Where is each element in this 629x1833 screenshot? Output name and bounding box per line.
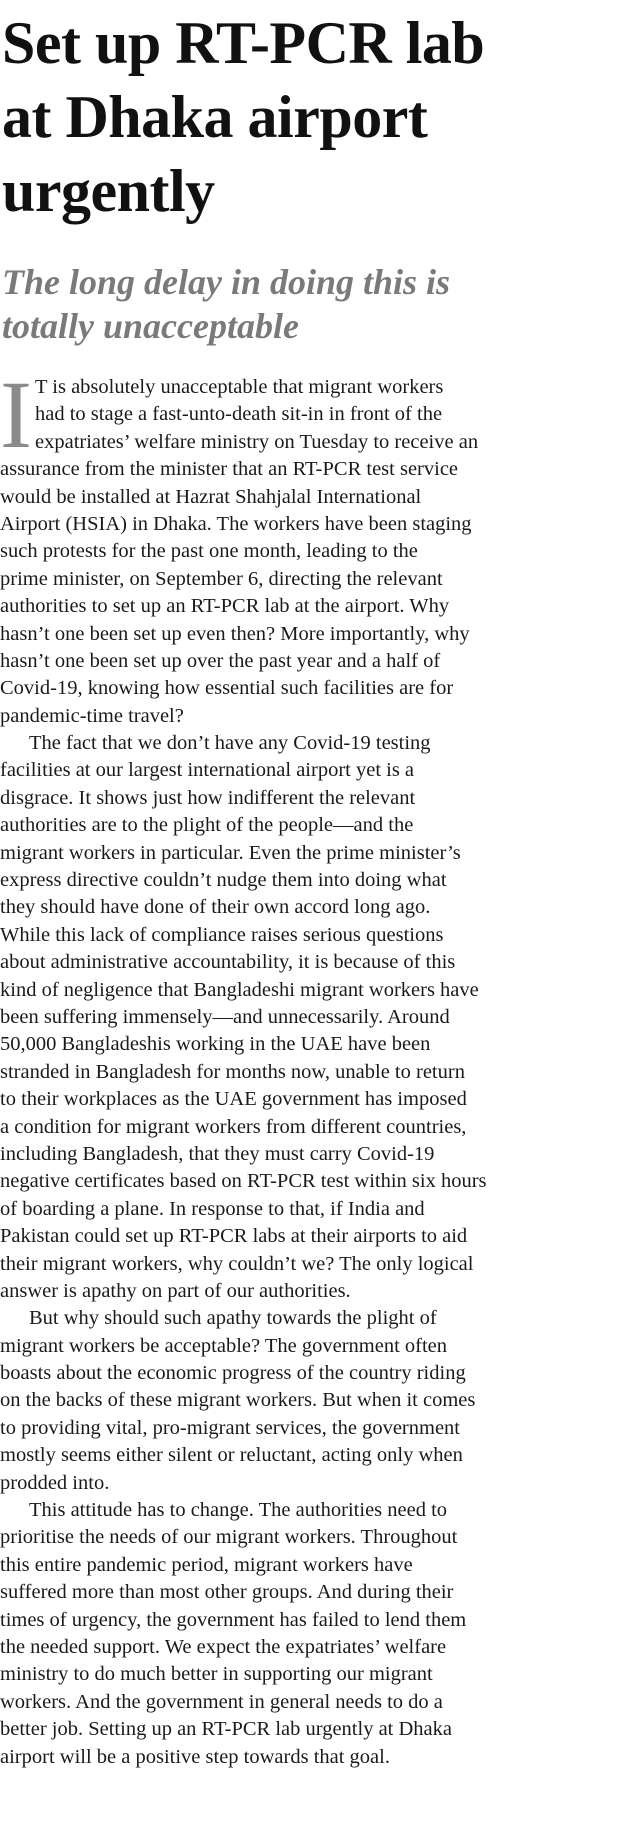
body-line: had to stage a fast-unto-death sit-in in front of the [35,403,443,426]
headline-line: at Dhaka airport [2,84,428,150]
body-line: kind of negligence that Bangladeshi migrant workers have [0,978,479,1001]
body-line: hasn’t one been set up even then? More importantly, why [0,622,470,645]
body-line: workers. And the government in general needs to do a [0,1690,443,1713]
article-body [0,361,629,1771]
paragraph-1 [0,361,629,730]
body-line: prioritise the needs of our migrant workers. Throughout [0,1526,458,1549]
paragraph-2 [0,730,629,1305]
body-line: This attitude has to change. The authorities need to [29,1499,448,1522]
body-line: to providing vital, pro-migrant services, the government [0,1416,460,1439]
body-line: Pakistan could set up RT-PCR labs at their airports to aid [0,1225,468,1248]
body-line: negative certificates based on RT-PCR test within six hours [0,1170,487,1193]
body-line: been suffering immensely—and unnecessarily. Around [0,1005,450,1028]
body-line: authorities are to the plight of the people—and the [0,814,414,837]
body-line: express directive couldn’t nudge them into doing what [0,869,447,892]
body-line: including Bangladesh, that they must carry Covid-19 [0,1142,435,1165]
body-line: While this lack of compliance raises serious questions [0,923,444,946]
body-line: answer is apathy on part of our authorities. [0,1279,351,1302]
body-line: to their workplaces as the UAE government has imposed [0,1088,467,1111]
subheadline [2,260,622,348]
body-line: a condition for migrant workers from different countries, [0,1115,467,1138]
body-line: prodded into. [0,1471,110,1494]
body-line: The fact that we don’t have any Covid-19 testing [29,732,431,755]
subheadline-line: The long delay in doing this is [2,262,451,302]
body-line: expatriates’ welfare ministry on Tuesday to receive an [35,430,479,453]
body-line: prime minister, on September 6, directing the relevant [0,567,443,590]
body-line: would be installed at Hazrat Shahjalal International [0,485,422,508]
body-line: on the backs of these migrant workers. But when it comes [0,1389,476,1412]
body-line: T is absolutely unacceptable that migrant workers [35,376,444,398]
body-line: migrant workers in particular. Even the prime minister’s [0,841,461,864]
body-line: 50,000 Bangladeshis working in the UAE have been [0,1033,431,1056]
body-line: assurance from the minister that an RT-PCR test service [0,458,459,481]
body-line: hasn’t one been set up over the past year and a half of [0,649,441,672]
body-line: such protests for the past one month, leading to the [0,540,418,563]
body-line: disgrace. It shows just how indifferent the relevant [0,786,416,809]
body-line: this entire pandemic period, migrant workers have [0,1553,413,1576]
body-line: better job. Setting up an RT-PCR lab urgently at Dhaka [0,1718,452,1741]
body-line: times of urgency, the government has failed to lend them [0,1608,467,1631]
body-line: about administrative accountability, it is because of this [0,951,456,974]
body-line: their migrant workers, why couldn’t we? The only logical [0,1252,474,1275]
body-line: facilities at our largest international airport yet is a [0,759,415,782]
body-line: Covid-19, knowing how essential such facilities are for [0,677,454,700]
body-line: Airport (HSIA) in Dhaka. The workers have been staging [0,512,472,535]
headline [2,6,622,228]
drop-cap: I [0,361,32,468]
body-line: But why should such apathy towards the plight of [29,1307,437,1330]
body-line: they should have done of their own accord long ago. [0,896,431,919]
paragraph-4 [0,1497,629,1771]
body-line: airport will be a positive step towards that goal. [0,1745,390,1768]
body-line: boasts about the economic progress of the country riding [0,1362,466,1385]
body-line: pandemic-time travel? [0,704,184,727]
body-line: authorities to set up an RT-PCR lab at the airport. Why [0,595,450,618]
headline-line: urgently [2,158,215,224]
body-line: migrant workers be acceptable? The government often [0,1334,448,1357]
headline-line: Set up RT-PCR lab [2,10,485,76]
body-line: the needed support. We expect the expatriates’ welfare [0,1635,447,1658]
subheadline-line: totally unacceptable [2,306,299,346]
body-line: ministry to do much better in supporting our migrant [0,1663,433,1686]
body-line: suffered more than most other groups. And during their [0,1581,454,1604]
body-line: mostly seems either silent or reluctant, acting only when [0,1444,463,1467]
body-line: stranded in Bangladesh for months now, unable to return [0,1060,465,1083]
paragraph-3 [0,1305,629,1497]
body-line: of boarding a plane. In response to that, if India and [0,1197,425,1220]
